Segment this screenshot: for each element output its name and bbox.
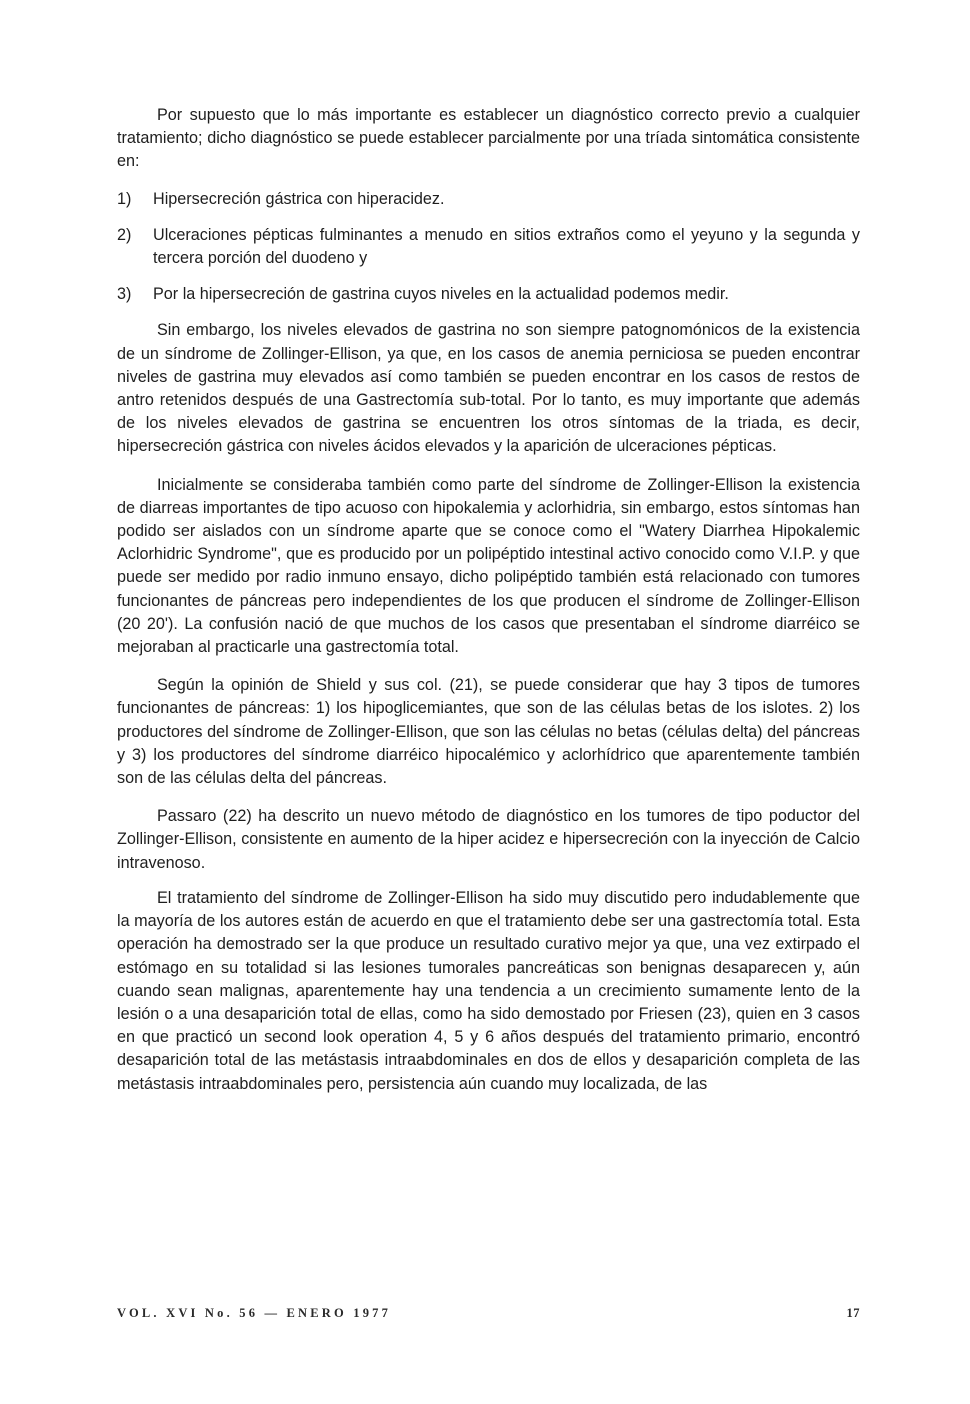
- page-body: [117, 104, 860, 1096]
- list-number: 1): [117, 189, 132, 208]
- symptom-list: [117, 188, 860, 307]
- list-text: Hipersecreción gástrica con hiperacidez.: [153, 189, 445, 208]
- page-number: 17: [846, 1306, 860, 1320]
- list-number: 3): [117, 285, 132, 304]
- list-text: Por la hipersecreción de gastrina cuyos niveles en la actualidad podemos medir.: [153, 285, 729, 304]
- list-item: [117, 283, 860, 306]
- list-number: 2): [117, 225, 132, 244]
- paragraph-watery-diarrhea: Inicialmente se consideraba también como parte del síndrome de Zollinger-Ellison la existencia de diarreas importantes de tipo acuoso con hipokalemia y aclorhidria, sin embargo, estos síntomas han podido ser aislados con un síndrome aparte que se conoce como el "Watery Diarrhea Hipokalemic Aclorhidric Syndrome", que es producido por un polipéptido intestinal activo conocido como V.I.P. y que puede ser medido por radio inmuno ensayo, dicho polipéptido también está relacionado con tumores funcionantes de páncreas pero independientes de los que producen el síndrome de Zollinger-Ellison (20 20'). La confusión nació de que muchos de los casos que presentaban el síndrome diarréico se mejoraban al practicarle una gastrectomía total.: [117, 475, 860, 657]
- journal-issue: VOL. XVI No. 56 — ENERO 1977: [117, 1306, 392, 1320]
- paragraph-tumor-types: Según la opinión de Shield y sus col. (21), se puede considerar que hay 3 tipos de tumores funcionantes de páncreas: 1) los hipoglicemiantes, que son de las células betas de los islotes. 2) los productores del síndrome de Zollinger-Ellison, que son las células no betas (células delta) del páncreas y 3) los productores del síndrome diarréico hipocalémico y aclorhídrico que aparentemente también son de las células delta del páncreas.: [117, 676, 860, 788]
- intro-paragraph: Por supuesto que lo más importante es establecer un diagnóstico correcto previo a cualquier tratamiento; dicho diagnóstico se puede establecer parcialmente por una tríada sintomática consistente en:: [117, 106, 860, 171]
- paragraph-treatment: El tratamiento del síndrome de Zollinger-Ellison ha sido muy discutido pero indudablemente que la mayoría de los autores están de acuerdo en que el tratamiento debe ser una gastrectomía total. Esta operación ha demostrado ser la que produce un resultado curativo mejor ya que, una vez extirpado el estómago en su totalidad si las lesiones tumorales pancreáticas son benignas desaparecen y, aún cuando sean malignas, aparentemente hay una tendencia a un crecimiento sumamente lento de la lesión o a una desaparición total de ellas, como ha sido demostado por Friesen (23), quien en 3 casos en que practicó un second look operation 4, 5 y 6 años después del tratamiento primario, encontró desaparición total de las metástasis intraabdominales en dos de ellos y desaparición completa de las metástasis intraabdominales pero, persistencia aún cuando muy localizada, de las: [117, 888, 860, 1093]
- list-text: Ulceraciones pépticas fulminantes a menudo en sitios extraños como el yeyuno y la segunda y tercera porción del duodeno y: [153, 225, 860, 268]
- paragraph-gastrin-levels: Sin embargo, los niveles elevados de gastrina no son siempre patognomónicos de la existencia de un síndrome de Zollinger-Ellison, ya que, en los casos de anemia perniciosa se pueden encontrar niveles de gastrina muy elevados así como también se pueden encontrar en los casos de restos de antro retenidos después de una Gastrectomía sub-total. Por lo tanto, es muy importante que además de los niveles elevados de gastrina se encuentren los otros síntomas de la triada, es decir, hipersecreción gástrica con niveles ácidos elevados y la aparición de ulceraciones pépticas.: [117, 321, 860, 456]
- paragraph-passaro-method: Passaro (22) ha descrito un nuevo método de diagnóstico en los tumores de tipo poductor del Zollinger-Ellison, consistente en aumento de la hiper acidez e hipersecreción con la inyección de Calcio intravenoso.: [117, 807, 860, 872]
- list-item: [117, 188, 860, 211]
- page-footer: [117, 1306, 860, 1321]
- list-item: [117, 224, 860, 270]
